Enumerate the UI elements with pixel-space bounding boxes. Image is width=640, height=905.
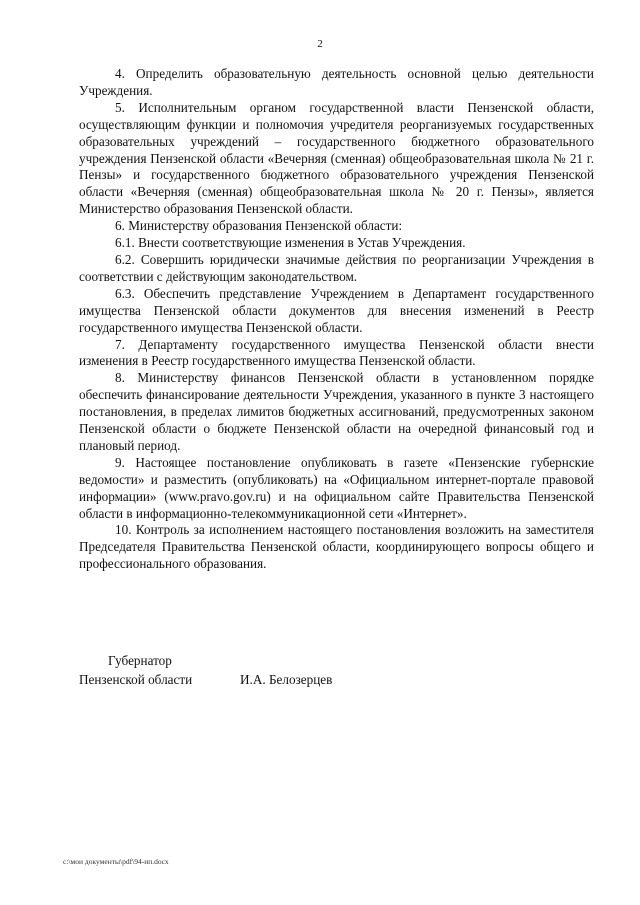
page-number: 2	[317, 38, 323, 50]
paragraph-5: 5. Исполнительным органом государственной власти Пензенской области, осуществляющим функции и полномочия учредителя реорганизуемых государственных образовательных учреждений – государственного бюджетного образовательного учреждения Пензенской области «Вечерняя (сменная) общеобразовательная школа № 21 г. Пензы» и государственного бюджетного образовательного учреждения Пензенской области «Вечерняя (сменная) общеобразовательная школа № 20 г. Пензы», является Министерство образования Пензенской области.	[79, 99, 594, 217]
signatory-title-line2: Пензенской области	[79, 672, 193, 687]
signatory-title-line1: Губернатор	[108, 653, 172, 668]
paragraph-4: 4. Определить образовательную деятельность основной целью деятельности Учреждения.	[79, 66, 594, 98]
signature-block	[79, 651, 439, 689]
file-path-footer: c:\мои документы\pdf\94-ип.docx	[63, 857, 169, 866]
signatory-name: И.А. Белозерцев	[240, 672, 333, 687]
paragraph-9: 9. Настоящее постановление опубликовать в газете «Пензенские губернские ведомости» и разместить (опубликовать) на «Официальном интернет-портале правовой информации» (www.pravo.gov.ru) и на официальном сайте Правительства Пензенской области в информационно-телекоммуникационной сети «Интернет».	[79, 454, 594, 521]
signature-row	[79, 670, 439, 689]
paragraph-7: 7. Департаменту государственного имущества Пензенской области внести изменения в Реестр государственного имущества Пензенской области.	[79, 336, 594, 369]
paragraph-8: 8. Министерству финансов Пензенской области в установленном порядке обеспечить финансирование деятельности Учреждения, указанного в пункте 3 настоящего постановления, в пределах лимитов бюджетных ассигнований, предусмотренных законом Пензенской области о бюджете Пензенской области на очередной финансовый год и плановый период.	[79, 370, 594, 453]
paragraph-6: 6. Министерству образования Пензенской области:	[115, 218, 403, 234]
paragraph-6-1: 6.1. Внести соответствующие изменения в Устав Учреждения.	[115, 235, 466, 251]
paragraph-6-3: 6.3. Обеспечить представление Учреждением в Департамент государственного имущества Пензенской области документов для внесения изменений в Реестр государственного имущества Пензенской области.	[79, 285, 594, 335]
document-body	[79, 66, 594, 573]
paragraph-6-2: 6.2. Совершить юридически значимые действия по реорганизации Учреждения в соответствии с действующим законодательством.	[79, 251, 594, 284]
paragraph-10: 10. Контроль за исполнением настоящего постановления возложить на заместителя Председателя Правительства Пензенской области, координирующего вопросы общего и профессионального образования.	[79, 522, 594, 572]
